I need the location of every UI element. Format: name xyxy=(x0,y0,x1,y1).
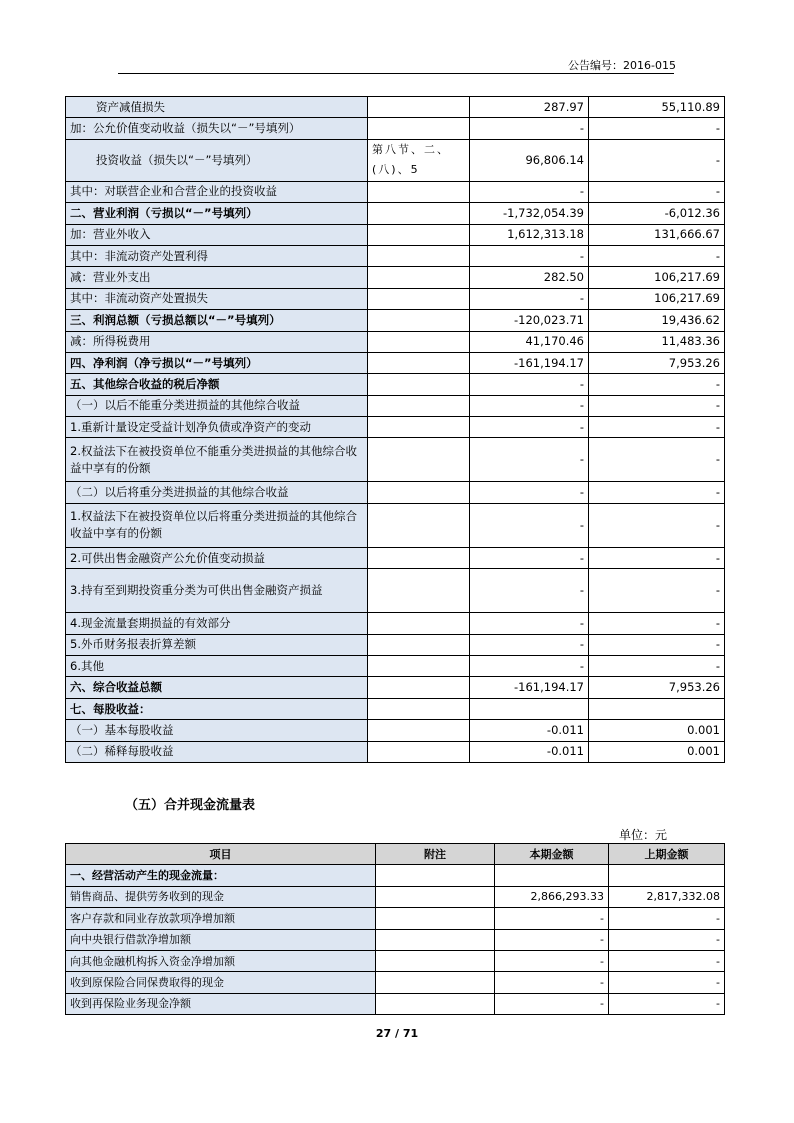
row-prior-value: - xyxy=(589,245,725,266)
table-row xyxy=(66,417,725,438)
table-row xyxy=(66,438,725,482)
row-label: 七、每股收益： xyxy=(66,698,368,719)
row-current-value: - xyxy=(470,503,589,547)
row-prior-value: 2,817,332.08 xyxy=(609,886,725,907)
header-current: 本期金额 xyxy=(495,844,609,865)
row-label: 1.重新计量设定受益计划净负债或净资产的变动 xyxy=(66,417,368,438)
row-prior-value: 131,666.67 xyxy=(589,224,725,245)
table-row xyxy=(66,569,725,613)
row-note: 第八节、二、(八)、5 xyxy=(368,139,470,181)
row-note xyxy=(368,634,470,655)
row-current-value: -161,194.17 xyxy=(470,352,589,373)
cashflow-section-title: （五）合并现金流量表 xyxy=(125,798,256,813)
header-item: 项目 xyxy=(66,844,376,865)
row-label: 其中：非流动资产处置损失 xyxy=(66,288,368,309)
row-label: 投资收益（损失以“－”号填列） xyxy=(66,139,368,181)
announcement-number: 公告编号：2016-015 xyxy=(568,59,676,72)
row-label: 2.权益法下在被投资单位不能重分类进损益的其他综合收益中享有的份额 xyxy=(66,438,368,482)
row-current-value: 282.50 xyxy=(470,267,589,288)
table-row xyxy=(66,118,725,139)
header-divider xyxy=(118,73,674,74)
row-prior-value: - xyxy=(589,118,725,139)
row-prior-value: - xyxy=(589,634,725,655)
row-prior-value xyxy=(609,865,725,886)
row-prior-value: 7,953.26 xyxy=(589,352,725,373)
income-statement-table xyxy=(65,96,725,763)
table-row xyxy=(66,482,725,503)
row-note xyxy=(368,181,470,202)
row-label: （二）稀释每股收益 xyxy=(66,741,368,762)
row-current-value: - xyxy=(470,438,589,482)
row-prior-value: - xyxy=(609,908,725,929)
row-prior-value: - xyxy=(589,181,725,202)
row-prior-value: - xyxy=(589,438,725,482)
row-current-value xyxy=(470,698,589,719)
table-row xyxy=(66,865,725,886)
row-note xyxy=(376,950,495,971)
row-label: 四、净利润（净亏损以“－”号填列） xyxy=(66,352,368,373)
row-prior-value: - xyxy=(609,972,725,993)
row-current-value: -1,732,054.39 xyxy=(470,203,589,224)
row-current-value: - xyxy=(470,374,589,395)
row-label: 4.现金流量套期损益的有效部分 xyxy=(66,613,368,634)
row-note xyxy=(368,245,470,266)
row-current-value xyxy=(495,865,609,886)
row-label: （一）以后不能重分类进损益的其他综合收益 xyxy=(66,395,368,416)
row-current-value: 41,170.46 xyxy=(470,331,589,352)
row-prior-value: - xyxy=(589,395,725,416)
row-label: 六、综合收益总额 xyxy=(66,677,368,698)
cashflow-statement-table xyxy=(65,843,725,1015)
row-prior-value: - xyxy=(589,656,725,677)
table-row xyxy=(66,993,725,1014)
table-row xyxy=(66,395,725,416)
row-label: （二）以后将重分类进损益的其他综合收益 xyxy=(66,482,368,503)
row-note xyxy=(368,310,470,331)
row-current-value: 287.97 xyxy=(470,97,589,118)
row-label: 收到再保险业务现金净额 xyxy=(66,993,376,1014)
row-current-value: 2,866,293.33 xyxy=(495,886,609,907)
row-note xyxy=(368,656,470,677)
row-label: 二、营业利润（亏损以“－”号填列） xyxy=(66,203,368,224)
unit-label: 单位：元 xyxy=(619,828,668,842)
row-prior-value: - xyxy=(609,929,725,950)
row-current-value: -120,023.71 xyxy=(470,310,589,331)
row-prior-value: - xyxy=(589,503,725,547)
row-current-value: - xyxy=(470,245,589,266)
table-row xyxy=(66,656,725,677)
row-prior-value: - xyxy=(609,950,725,971)
row-label: 销售商品、提供劳务收到的现金 xyxy=(66,886,376,907)
row-label: 加：公允价值变动收益（损失以“－”号填列） xyxy=(66,118,368,139)
row-note xyxy=(368,482,470,503)
row-current-value: - xyxy=(495,929,609,950)
row-note xyxy=(368,547,470,568)
table-row xyxy=(66,331,725,352)
row-label: 加：营业外收入 xyxy=(66,224,368,245)
table-row xyxy=(66,950,725,971)
row-prior-value: 11,483.36 xyxy=(589,331,725,352)
table-row xyxy=(66,288,725,309)
row-label: 其中：对联营企业和合营企业的投资收益 xyxy=(66,181,368,202)
row-note xyxy=(376,993,495,1014)
table-row xyxy=(66,547,725,568)
row-note xyxy=(368,741,470,762)
row-current-value: -0.011 xyxy=(470,720,589,741)
row-prior-value: - xyxy=(589,139,725,181)
row-note xyxy=(376,908,495,929)
table-row xyxy=(66,972,725,993)
row-label: 减：营业外支出 xyxy=(66,267,368,288)
row-current-value: - xyxy=(470,569,589,613)
row-prior-value: - xyxy=(589,417,725,438)
row-prior-value: 55,110.89 xyxy=(589,97,725,118)
row-prior-value: 0.001 xyxy=(589,741,725,762)
row-label: 三、利润总额（亏损总额以“－”号填列） xyxy=(66,310,368,331)
row-current-value: - xyxy=(470,482,589,503)
table-row xyxy=(66,224,725,245)
row-current-value: 1,612,313.18 xyxy=(470,224,589,245)
row-prior-value: 106,217.69 xyxy=(589,288,725,309)
row-current-value: -161,194.17 xyxy=(470,677,589,698)
row-note xyxy=(368,203,470,224)
row-current-value: - xyxy=(470,634,589,655)
table-row xyxy=(66,139,725,181)
table-row xyxy=(66,720,725,741)
row-note xyxy=(368,224,470,245)
row-note xyxy=(368,677,470,698)
page-number: 27 / 71 xyxy=(375,1027,419,1040)
row-label: 向中央银行借款净增加额 xyxy=(66,929,376,950)
row-current-value: - xyxy=(470,613,589,634)
table-row xyxy=(66,634,725,655)
row-label: 减：所得税费用 xyxy=(66,331,368,352)
row-label: 其中：非流动资产处置利得 xyxy=(66,245,368,266)
row-prior-value: - xyxy=(589,547,725,568)
header-note: 附注 xyxy=(376,844,495,865)
row-current-value: - xyxy=(495,950,609,971)
row-current-value: - xyxy=(495,972,609,993)
row-label: 6.其他 xyxy=(66,656,368,677)
row-prior-value: 0.001 xyxy=(589,720,725,741)
table-row xyxy=(66,310,725,331)
row-current-value: - xyxy=(495,993,609,1014)
row-prior-value: 106,217.69 xyxy=(589,267,725,288)
row-note xyxy=(368,97,470,118)
row-note xyxy=(376,865,495,886)
table-row xyxy=(66,886,725,907)
row-note xyxy=(368,352,470,373)
row-label: 五、其他综合收益的税后净额 xyxy=(66,374,368,395)
row-prior-value: - xyxy=(589,569,725,613)
row-current-value: -0.011 xyxy=(470,741,589,762)
table-row xyxy=(66,613,725,634)
row-note xyxy=(368,417,470,438)
row-label: 3.持有至到期投资重分类为可供出售金融资产损益 xyxy=(66,569,368,613)
table-row xyxy=(66,929,725,950)
row-prior-value: - xyxy=(609,993,725,1014)
row-label: 2.可供出售金融资产公允价值变动损益 xyxy=(66,547,368,568)
header-prior: 上期金额 xyxy=(609,844,725,865)
table-row xyxy=(66,698,725,719)
row-current-value: - xyxy=(470,547,589,568)
cashflow-header-row xyxy=(66,844,725,865)
table-row xyxy=(66,741,725,762)
table-row xyxy=(66,908,725,929)
table-row xyxy=(66,245,725,266)
row-note xyxy=(368,267,470,288)
row-prior-value: - xyxy=(589,613,725,634)
row-note xyxy=(368,698,470,719)
row-prior-value xyxy=(589,698,725,719)
row-note xyxy=(368,569,470,613)
row-current-value: - xyxy=(470,181,589,202)
table-row xyxy=(66,352,725,373)
row-label: （一）基本每股收益 xyxy=(66,720,368,741)
row-note xyxy=(368,613,470,634)
table-row xyxy=(66,374,725,395)
row-label: 一、经营活动产生的现金流量： xyxy=(66,865,376,886)
row-current-value: 96,806.14 xyxy=(470,139,589,181)
row-current-value: - xyxy=(470,118,589,139)
table-row xyxy=(66,677,725,698)
row-label: 1.权益法下在被投资单位以后将重分类进损益的其他综合收益中享有的份额 xyxy=(66,503,368,547)
row-prior-value: - xyxy=(589,374,725,395)
table-row xyxy=(66,181,725,202)
table-row xyxy=(66,503,725,547)
row-label: 客户存款和同业存放款项净增加额 xyxy=(66,908,376,929)
row-prior-value: - xyxy=(589,482,725,503)
row-note xyxy=(376,886,495,907)
row-prior-value: 19,436.62 xyxy=(589,310,725,331)
row-note xyxy=(368,438,470,482)
row-note xyxy=(376,972,495,993)
row-current-value: - xyxy=(470,417,589,438)
row-label: 5.外币财务报表折算差额 xyxy=(66,634,368,655)
row-note xyxy=(368,118,470,139)
row-current-value: - xyxy=(470,656,589,677)
row-current-value: - xyxy=(470,395,589,416)
table-row xyxy=(66,267,725,288)
row-label: 资产减值损失 xyxy=(66,97,368,118)
row-note xyxy=(368,503,470,547)
table-row xyxy=(66,203,725,224)
row-prior-value: -6,012.36 xyxy=(589,203,725,224)
row-current-value: - xyxy=(470,288,589,309)
row-current-value: - xyxy=(495,908,609,929)
row-note xyxy=(376,929,495,950)
row-note xyxy=(368,395,470,416)
table-row xyxy=(66,97,725,118)
row-prior-value: 7,953.26 xyxy=(589,677,725,698)
row-note xyxy=(368,288,470,309)
row-note xyxy=(368,720,470,741)
row-label: 收到原保险合同保费取得的现金 xyxy=(66,972,376,993)
row-label: 向其他金融机构拆入资金净增加额 xyxy=(66,950,376,971)
row-note xyxy=(368,374,470,395)
row-note xyxy=(368,331,470,352)
